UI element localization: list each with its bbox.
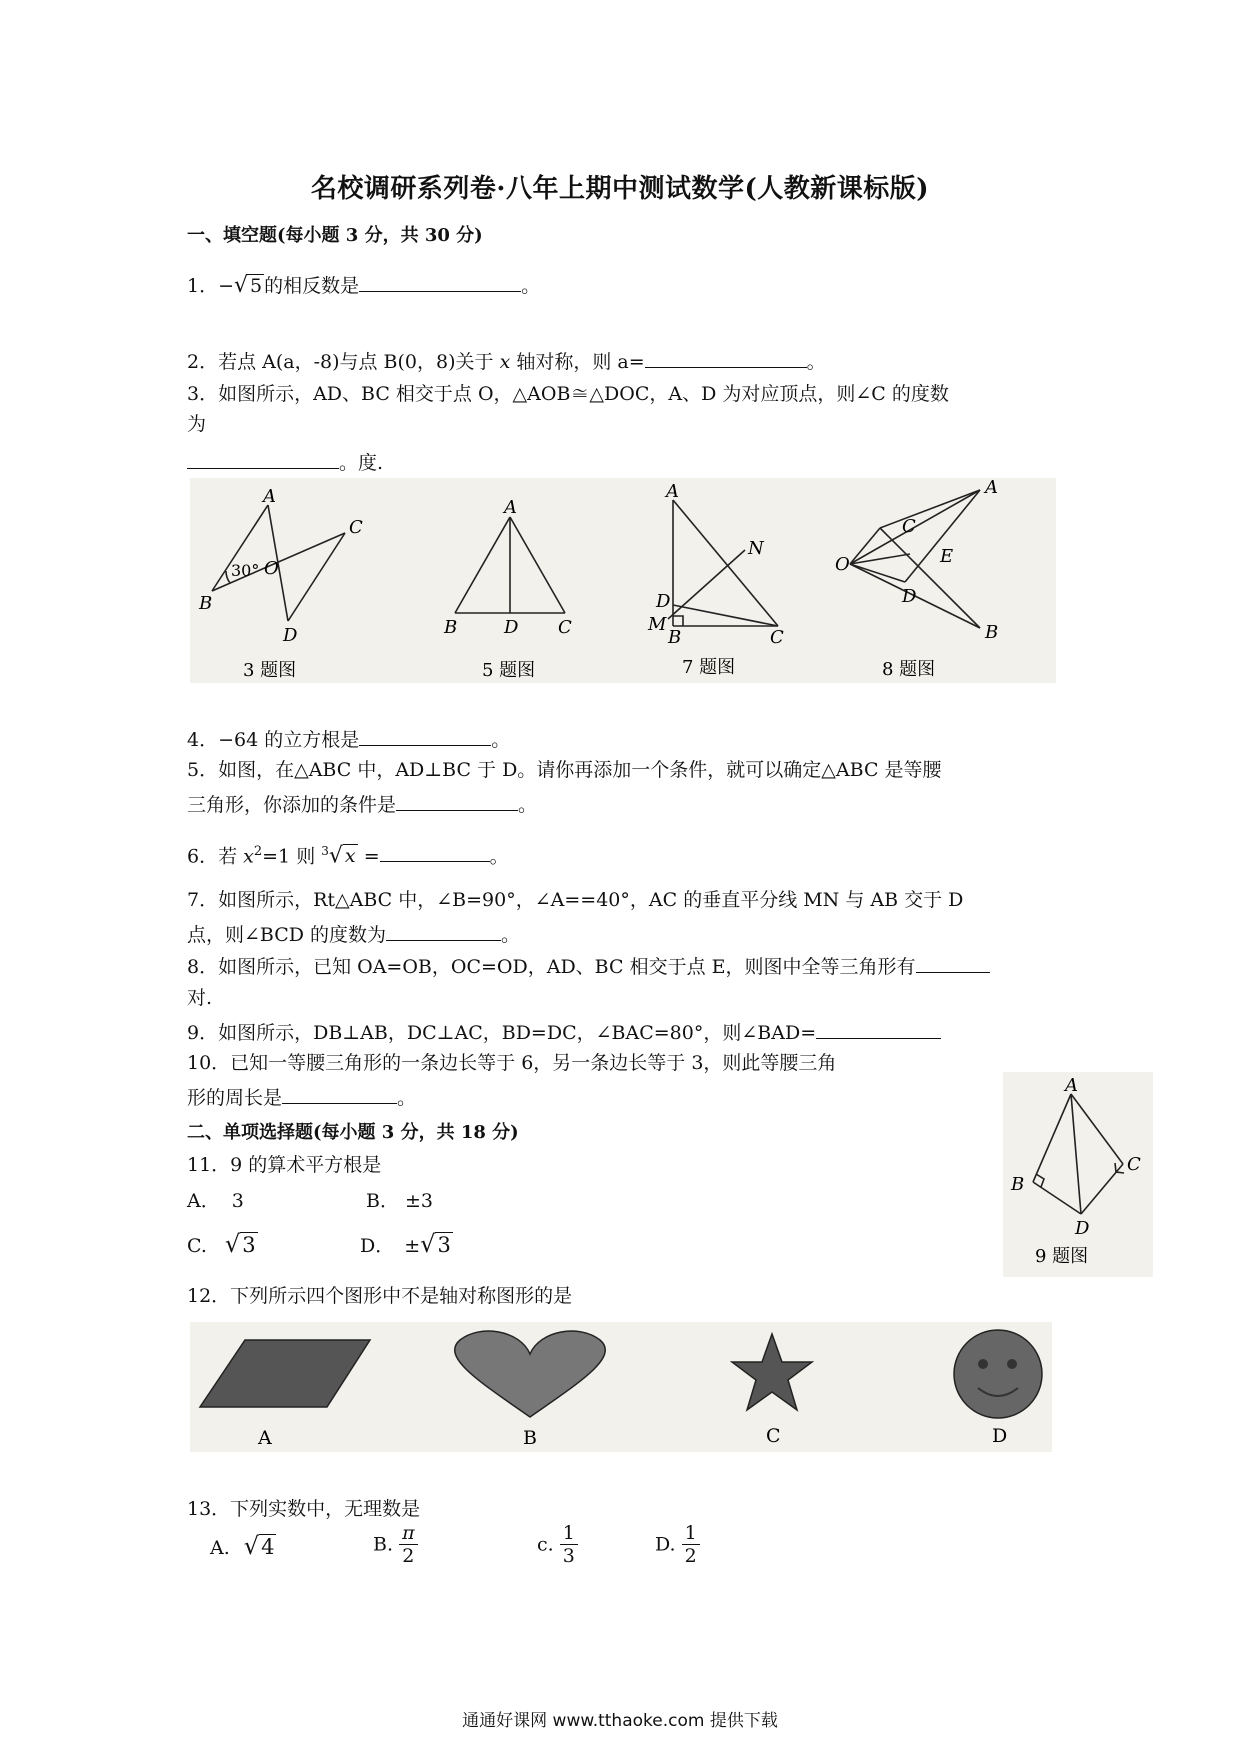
q6-text: 6．若 — [187, 845, 238, 868]
q10-answer-blank[interactable] — [282, 1083, 397, 1104]
q8-answer-blank[interactable] — [916, 952, 990, 973]
q8-line-2: 对. — [187, 987, 213, 1009]
q13-option-a-radicand: 4 — [261, 1535, 275, 1559]
q6-answer-blank[interactable] — [380, 841, 490, 862]
q13-option-a-letter: A. — [210, 1537, 230, 1559]
q6-root-index: 3 — [321, 844, 329, 858]
q1-number: 1． — [187, 275, 219, 297]
q3-end: 。度. — [339, 452, 384, 474]
q1-text: 的相反数是 — [264, 275, 360, 297]
smiley-face-shape — [954, 1330, 1042, 1418]
fig5-label-d: D — [504, 617, 519, 638]
q6-variable: x — [243, 845, 254, 868]
fig3-label-b: B — [199, 593, 213, 614]
fig9-label-d: D — [1075, 1218, 1090, 1239]
q7-line-1: 7．如图所示，Rt△ABC 中，∠B=90°，∠A==40°，AC 的垂直平分线 MN 与 AB 交于 D — [187, 889, 964, 911]
fig8-label-d: D — [902, 586, 917, 607]
fig3-label-o: O — [264, 558, 279, 579]
fig7-label-d: D — [656, 591, 671, 612]
section-heading-fill-in: 一、填空题(每小题 3 分，共 30 分) — [187, 225, 483, 246]
q1-answer-blank[interactable] — [359, 271, 521, 292]
fig5-label-c: C — [558, 617, 572, 638]
star-shape — [732, 1334, 812, 1410]
section-heading-single-choice: 二、单项选择题(每小题 3 分，共 18 分) — [187, 1122, 519, 1143]
q9-answer-blank[interactable] — [816, 1018, 941, 1039]
fig7-label-c: C — [770, 627, 784, 648]
q12-label-a[interactable]: A — [258, 1427, 272, 1449]
q12-label-c[interactable]: C — [766, 1425, 781, 1447]
q11-option-d-radicand: 3 — [437, 1233, 451, 1257]
q6-exponent: 2 — [253, 844, 263, 859]
q13-option-b-letter: B. — [373, 1533, 394, 1556]
q13-option-d-numerator: 1 — [682, 1522, 700, 1545]
q11-option-a-letter: A． — [187, 1190, 220, 1212]
fig8-label-e: E — [940, 546, 954, 567]
fig9-label-b: B — [1011, 1174, 1025, 1195]
q2-text-2: 轴对称，则 a= — [516, 351, 645, 373]
question-12: 12．下列所示四个图形中不是轴对称图形的是 — [187, 1285, 573, 1307]
q11-option-b-value: ±3 — [404, 1190, 433, 1212]
question-11: 11．9 的算术平方根是 — [187, 1154, 382, 1176]
heart-shape — [455, 1331, 606, 1417]
q4-answer-blank[interactable] — [359, 725, 491, 746]
q2-variable: x — [499, 351, 511, 373]
fig7-caption: 7 题图 — [682, 657, 736, 678]
q5-end: 。 — [518, 794, 538, 816]
q8-text: 8．如图所示，已知 OA=OB，OC=OD，AD、BC 相交于点 E，则图中全等三角形有 — [187, 956, 916, 978]
figure-q12-shapes — [190, 1322, 1052, 1452]
fig7-label-m: M — [648, 614, 667, 635]
fig8-label-c: C — [902, 516, 916, 537]
q7-line-2 — [187, 920, 520, 948]
figure-q3 — [195, 483, 385, 683]
q13-option-c-letter: c. — [537, 1533, 554, 1556]
figure-q5 — [430, 483, 600, 683]
q5-line-1: 5．如图，在△ABC 中，AD⊥BC 于 D。请你再添加一个条件，就可以确定△ABC 是等腰 — [187, 759, 942, 781]
fig8-caption: 8 题图 — [882, 659, 936, 680]
question-6 — [187, 838, 509, 869]
q2-text: 2．若点 A(a，-8)与点 B(0，8)关于 — [187, 351, 494, 373]
q4-text: 4．−64 的立方根是 — [187, 729, 360, 751]
q7-end: 。 — [501, 924, 521, 946]
q12-label-d[interactable]: D — [992, 1425, 1008, 1447]
q13-option-b[interactable] — [373, 1522, 418, 1567]
q11-option-c-radicand: 3 — [242, 1233, 256, 1257]
q9-text: 9．如图所示，DB⊥AB，DC⊥AC，BD=DC，∠BAC=80°，则∠BAD= — [187, 1022, 817, 1044]
q2-end: 。 — [806, 351, 826, 373]
q11-option-d-letter: D． — [360, 1235, 395, 1257]
q3-answer-blank[interactable] — [187, 448, 339, 469]
q4-end: 。 — [491, 729, 511, 751]
q12-label-b[interactable]: B — [523, 1427, 537, 1449]
q8-line-1 — [187, 952, 990, 980]
q13-option-b-denominator: 2 — [402, 1545, 415, 1567]
q7-text: 点，则∠BCD 的度数为 — [187, 924, 387, 946]
q6-root-symbol: √ — [328, 843, 343, 869]
fig3-label-a: A — [263, 486, 276, 507]
q11-option-c-letter: C. — [187, 1235, 207, 1257]
fig3-label-d: D — [283, 625, 298, 646]
q11-option-d-root: √ — [420, 1230, 436, 1258]
smiley-eye-left — [978, 1359, 988, 1369]
fig5-caption: 5 题图 — [482, 660, 536, 681]
q1-minus: − — [218, 275, 235, 297]
fig9-label-c: C — [1127, 1154, 1141, 1175]
parallelogram-shape — [200, 1340, 370, 1407]
q13-option-b-numerator: π — [399, 1522, 418, 1545]
q2-answer-blank[interactable] — [645, 347, 807, 368]
q13-option-d-denominator: 2 — [684, 1545, 697, 1567]
fig7-label-b: B — [668, 627, 682, 648]
page-footer: 通通好课网 www.tthaoke.com 提供下载 — [462, 1711, 778, 1731]
q13-option-a[interactable] — [210, 1532, 276, 1560]
q13-option-c-denominator: 3 — [562, 1545, 575, 1567]
fig5-label-a: A — [504, 497, 517, 518]
q3-line-2: 为 — [187, 413, 207, 435]
fig3-angle-label: 30° — [231, 561, 260, 580]
question-13: 13．下列实数中，无理数是 — [187, 1498, 421, 1520]
fig3-caption: 3 题图 — [243, 660, 297, 681]
q11-option-c[interactable] — [187, 1230, 258, 1258]
q11-option-d-prefix: ± — [404, 1235, 421, 1257]
fig8-label-a: A — [985, 478, 998, 498]
page-title: 名校调研系列卷·八年上期中测试数学(人教新课标版) — [310, 174, 930, 204]
question-1 — [187, 271, 540, 299]
q11-option-a[interactable] — [187, 1186, 244, 1213]
q5-text: 三角形，你添加的条件是 — [187, 794, 397, 816]
q10-line-1: 10．已知一等腰三角形的一条边长等于 6，另一条边长等于 3，则此等腰三角 — [187, 1052, 837, 1074]
q10-line-2 — [187, 1083, 416, 1111]
q13-option-d-letter: D. — [655, 1533, 676, 1556]
q1-radicand: 5 — [250, 275, 263, 297]
fig3-label-c: C — [349, 517, 363, 538]
fig9-caption: 9 题图 — [1035, 1246, 1089, 1267]
fig7-label-n: N — [748, 538, 764, 559]
fig5-label-b: B — [444, 617, 458, 638]
fig7-label-a: A — [666, 483, 679, 502]
q5-answer-blank[interactable] — [396, 790, 518, 811]
question-4 — [187, 725, 510, 753]
smiley-eye-right — [1007, 1359, 1017, 1369]
q1-end: 。 — [521, 275, 541, 297]
fig8-label-o: O — [835, 554, 850, 575]
q11-option-b-letter: B． — [366, 1190, 399, 1212]
figure-q7 — [630, 483, 800, 683]
q6-equals: = — [363, 845, 380, 868]
q3-line-3 — [187, 448, 383, 476]
figure-q9 — [1003, 1072, 1153, 1277]
q11-option-c-root: √ — [224, 1230, 241, 1258]
q1-sqrt: √ 5 — [234, 273, 263, 298]
q10-text: 形的周长是 — [187, 1087, 283, 1109]
q7-answer-blank[interactable] — [386, 920, 501, 941]
question-9 — [187, 1018, 941, 1046]
q11-option-d[interactable] — [360, 1230, 453, 1258]
q6-radicand: x — [344, 845, 356, 868]
q13-option-d[interactable] — [655, 1522, 700, 1567]
q6-end: 。 — [489, 845, 509, 868]
question-2 — [187, 347, 826, 375]
q13-option-a-root: √ — [243, 1532, 260, 1560]
q13-option-c[interactable] — [537, 1522, 578, 1567]
fig9-label-a: A — [1065, 1075, 1078, 1096]
q3-line-1: 3．如图所示，AD、BC 相交于点 O，△AOB≅△DOC，A、D 为对应顶点，则∠C 的度数 — [187, 383, 949, 405]
q6-text-2: =1 则 — [262, 845, 316, 868]
figure-q8 — [830, 478, 1020, 683]
q11-option-a-value: 3 — [231, 1190, 244, 1212]
q13-option-c-numerator: 1 — [560, 1522, 578, 1545]
q10-end: 。 — [397, 1087, 417, 1109]
q5-line-2 — [187, 790, 537, 818]
fig8-label-b: B — [985, 622, 999, 643]
q11-option-b[interactable] — [366, 1186, 433, 1213]
